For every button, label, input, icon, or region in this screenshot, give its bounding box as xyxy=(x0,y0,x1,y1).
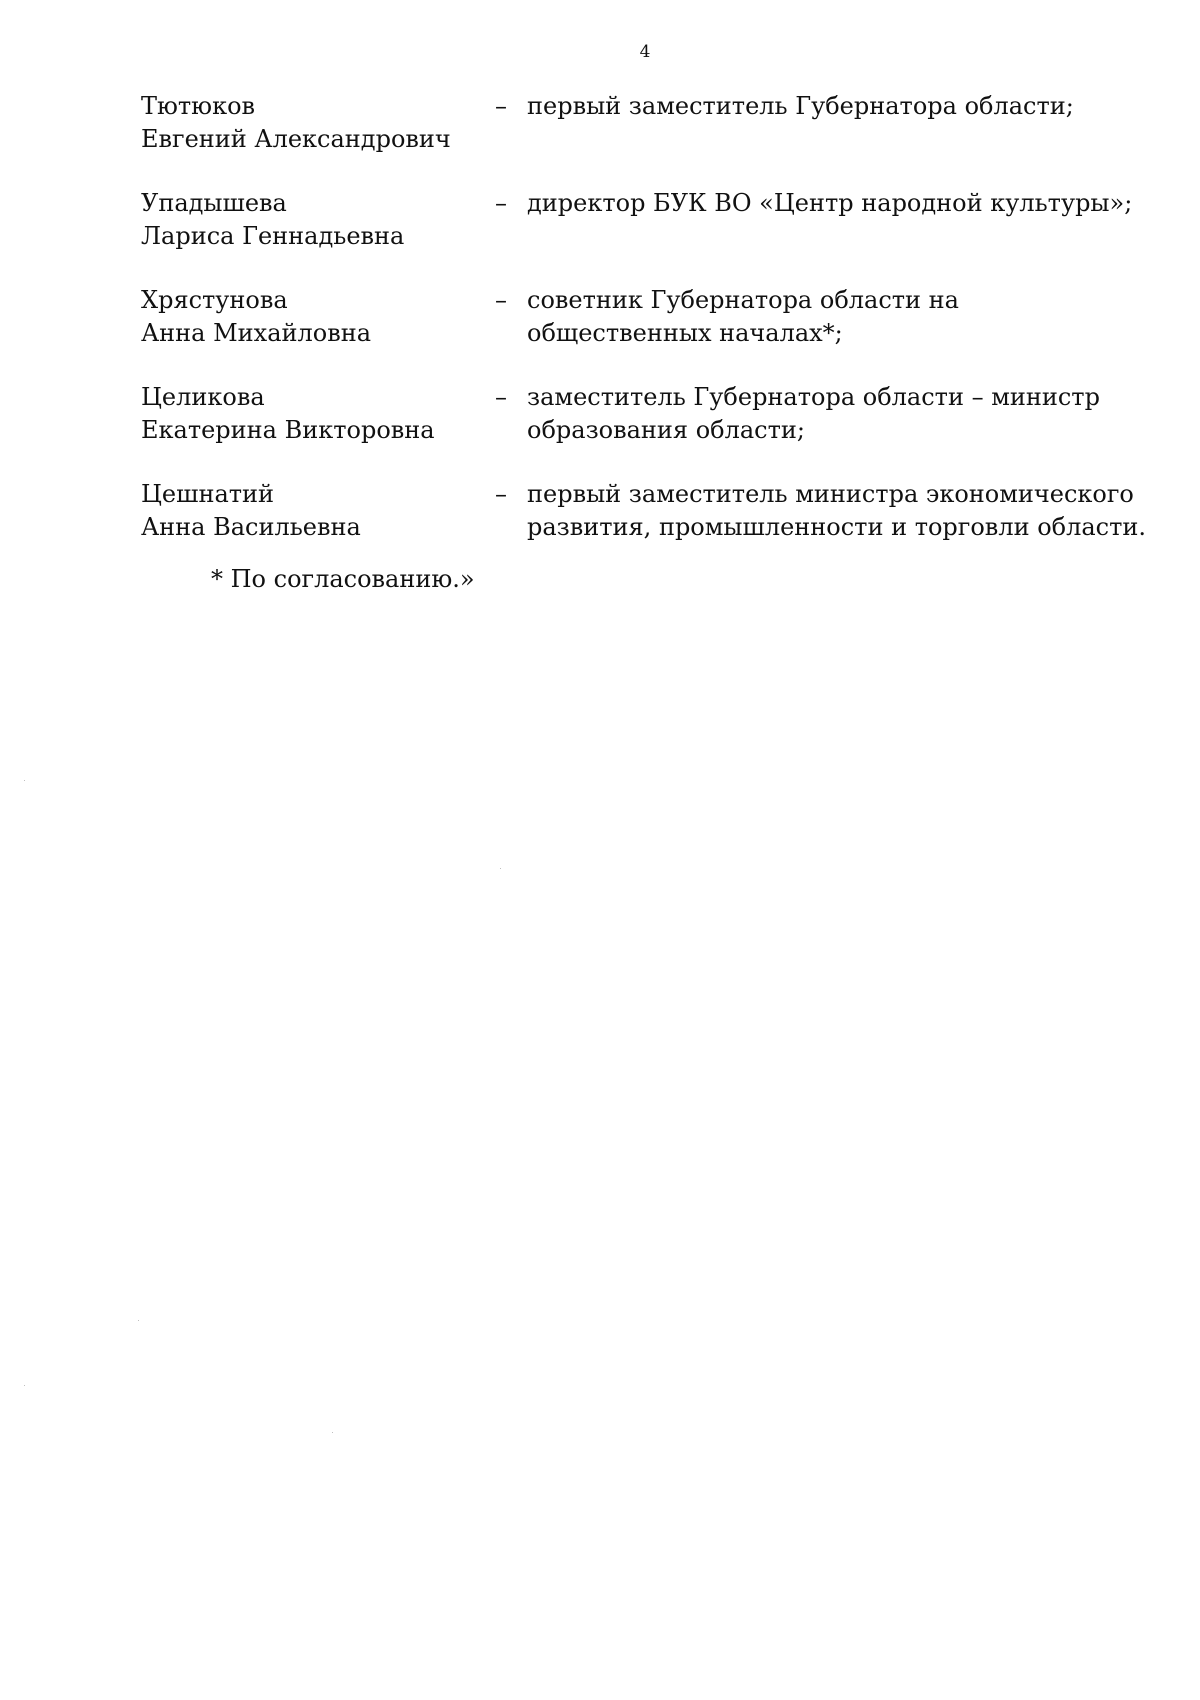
member-list xyxy=(141,90,1146,575)
member-dash: – xyxy=(495,480,507,508)
page-number: 4 xyxy=(639,42,651,62)
member-role xyxy=(527,90,1127,123)
member-row xyxy=(141,187,1141,284)
member-surname: Тютюков xyxy=(141,92,256,120)
member-role xyxy=(527,381,1127,447)
member-dash: – xyxy=(495,286,507,314)
scan-speck xyxy=(24,1385,25,1386)
member-row xyxy=(141,284,1141,381)
member-role-line: образования области; xyxy=(527,416,805,444)
member-name xyxy=(141,284,481,350)
member-row xyxy=(141,478,1146,575)
scan-speck xyxy=(500,868,501,869)
member-role-line: заместитель Губернатора области – министр xyxy=(527,383,1100,411)
member-name xyxy=(141,187,481,253)
member-role xyxy=(527,478,1146,544)
member-dash: – xyxy=(495,92,507,120)
scan-speck xyxy=(24,780,25,781)
member-name xyxy=(141,478,481,544)
member-surname: Целикова xyxy=(141,383,265,411)
member-given-names: Лариса Геннадьевна xyxy=(141,222,405,250)
member-role-line: директор БУК ВО «Центр народной культуры»; xyxy=(527,189,1133,217)
member-surname: Цешнатий xyxy=(141,480,275,508)
member-role xyxy=(527,284,1127,350)
member-surname: Упадышева xyxy=(141,189,287,217)
member-row xyxy=(141,381,1141,478)
scan-speck xyxy=(332,1432,333,1433)
member-role xyxy=(527,187,1133,220)
member-given-names: Анна Васильевна xyxy=(141,513,361,541)
member-surname: Хрястунова xyxy=(141,286,288,314)
member-name xyxy=(141,381,481,447)
member-row xyxy=(141,90,1141,187)
footnote: * По согласованию.» xyxy=(211,565,475,593)
member-role-line: первый заместитель министра экономического xyxy=(527,480,1134,508)
member-dash: – xyxy=(495,189,507,217)
member-name xyxy=(141,90,481,156)
member-given-names: Екатерина Викторовна xyxy=(141,416,435,444)
scan-speck xyxy=(138,1320,139,1321)
member-given-names: Анна Михайловна xyxy=(141,319,372,347)
member-role-line: развития, промышленности и торговли области. xyxy=(527,513,1146,541)
member-role-line: общественных началах*; xyxy=(527,319,843,347)
member-given-names: Евгений Александрович xyxy=(141,125,451,153)
member-dash: – xyxy=(495,383,507,411)
member-role-line: первый заместитель Губернатора области; xyxy=(527,92,1074,120)
member-role-line: советник Губернатора области на xyxy=(527,286,959,314)
